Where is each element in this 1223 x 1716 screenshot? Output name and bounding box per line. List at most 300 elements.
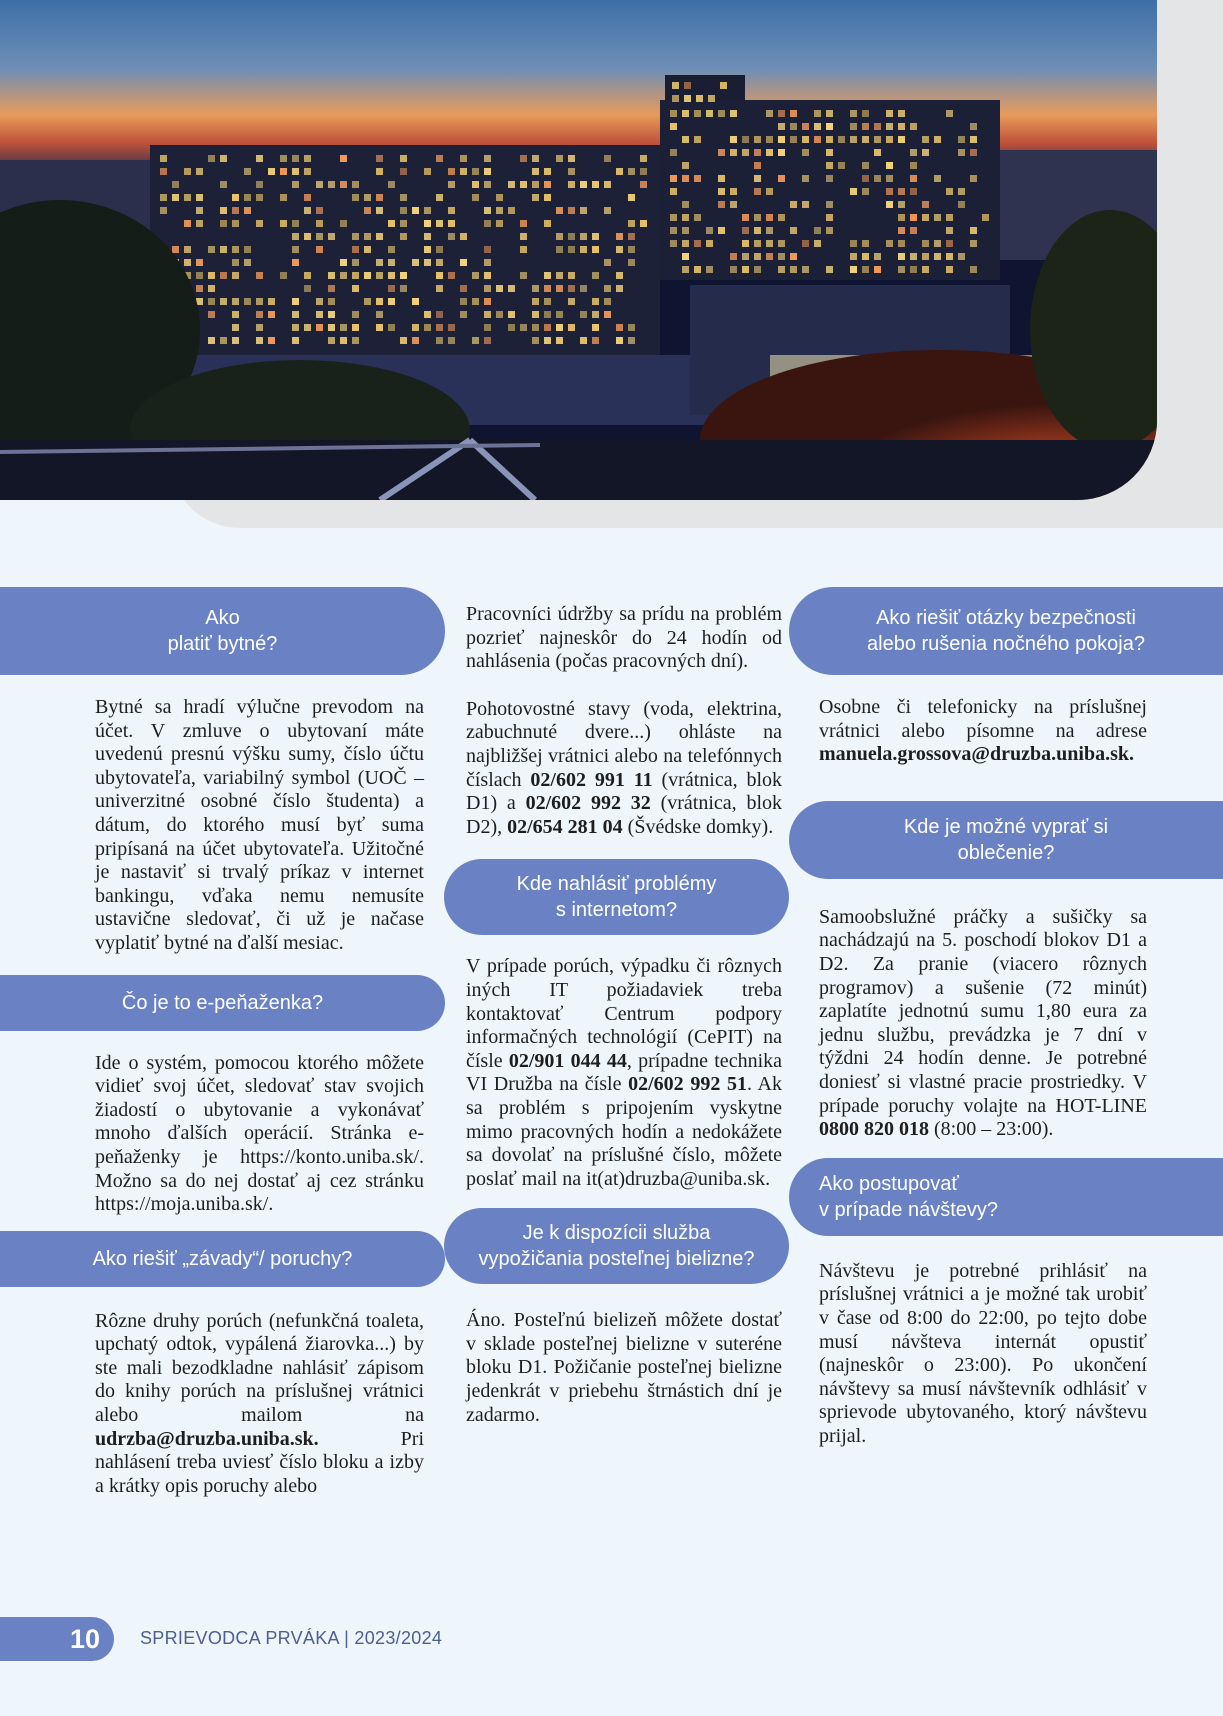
lit-window — [556, 337, 563, 344]
lit-window — [304, 285, 311, 292]
lit-window — [958, 136, 965, 143]
lit-window — [220, 246, 227, 253]
lit-window — [910, 162, 917, 169]
lit-window — [616, 285, 623, 292]
lit-window — [814, 123, 821, 130]
lit-window — [886, 123, 893, 130]
lit-window — [754, 188, 761, 195]
lit-window — [304, 207, 311, 214]
lit-window — [508, 324, 515, 331]
lit-window — [616, 233, 623, 240]
lit-window — [508, 207, 515, 214]
lit-window — [328, 285, 335, 292]
lit-window — [730, 136, 737, 143]
lit-window — [232, 194, 239, 201]
lit-window — [754, 149, 761, 156]
lit-window — [754, 253, 761, 260]
lit-window — [850, 266, 857, 273]
lit-window — [826, 266, 833, 273]
lit-window — [556, 207, 563, 214]
hero-photo — [0, 0, 1157, 500]
lit-window — [532, 155, 539, 162]
lit-window — [922, 201, 929, 208]
lit-window — [910, 123, 917, 130]
lit-window — [628, 233, 635, 240]
lit-window — [862, 266, 869, 273]
paragraph-pay-rent: Bytné sa hradí výlučne prevodom na účet. V zmluve o ubytovaní máte uvedenú presnú výšku sumy, číslo účtu ubytovateľa, variabilný symbol (UOČ – univerzitné osobné číslo študenta) a dátum, do ktorého musí byť suma pripísaná na účet ubytovateľa. Užitočné je nastaviť si trvalý príkaz v internet bankingu, vďaka nemu nemusíte ustavične sledovať, či už je načase vyplatiť bytné na ďalší mesiac. — [95, 696, 424, 954]
lit-window — [670, 227, 677, 234]
lit-window — [778, 253, 785, 260]
lit-window — [280, 168, 287, 175]
lit-window — [778, 266, 785, 273]
lit-window — [364, 246, 371, 253]
lit-window — [376, 272, 383, 279]
lit-window — [730, 266, 737, 273]
paragraph-e-wallet: Ide o systém, pomocou ktorého môžete vidieť svoj účet, sledovať stav svojich žiadostí o ubytovanie a vykonávať mnoho ďalších operácií. Stránka e-peňaženky je https://konto.uniba.sk/. Možno sa do nej dostať aj cez stránku https://moja.uniba.sk/. — [95, 1051, 424, 1216]
lit-window — [682, 214, 689, 221]
lit-window — [742, 214, 749, 221]
lit-window — [568, 155, 575, 162]
lit-window — [340, 272, 347, 279]
lit-window — [766, 188, 773, 195]
lit-window — [196, 207, 203, 214]
column-2 — [444, 587, 789, 1427]
lit-window — [826, 123, 833, 130]
lit-window — [340, 324, 347, 331]
lit-window — [544, 220, 551, 227]
lit-window — [352, 259, 359, 266]
lit-window — [520, 246, 527, 253]
lit-window — [718, 175, 725, 182]
lit-window — [328, 272, 335, 279]
lit-window — [970, 136, 977, 143]
lit-window — [766, 136, 773, 143]
lit-window — [376, 194, 383, 201]
lit-window — [778, 123, 785, 130]
lit-window — [934, 136, 941, 143]
lit-window — [496, 285, 503, 292]
lit-window — [388, 324, 395, 331]
lit-window — [304, 272, 311, 279]
lit-window — [340, 259, 347, 266]
lit-window — [970, 149, 977, 156]
paragraph-laundry: Samoobslužné práčky a sušičky sa nachádzajú na 5. poschodí blokov D1 a D2. Za pranie (viacero rôznych programov) a sušenie (72 minút) zaplatíte jednotnú sumu 1,80 eura za jednu službu, prevádzka je 7 dní v týždni 24 hodín denne. Je potrebné doniesť si vlastné pracie prostriedky. V prípade poruchy volajte na HOT-LINE 0800 820 018 (8:00 – 23:00). — [819, 905, 1147, 1141]
lit-window — [628, 246, 635, 253]
lit-window — [826, 136, 833, 143]
lit-window — [754, 175, 761, 182]
lit-window — [604, 259, 611, 266]
lit-window — [292, 324, 299, 331]
lit-window — [706, 240, 713, 247]
lit-window — [352, 311, 359, 318]
lit-window — [706, 227, 713, 234]
lit-window — [268, 311, 275, 318]
lit-window — [268, 298, 275, 305]
lit-window — [244, 194, 251, 201]
lit-window — [862, 188, 869, 195]
lit-window — [424, 207, 431, 214]
lit-window — [640, 181, 647, 188]
lit-window — [484, 311, 491, 318]
lit-window — [172, 194, 179, 201]
lit-window — [532, 194, 539, 201]
lit-window — [670, 175, 677, 182]
lit-window — [694, 240, 701, 247]
lit-window — [256, 272, 263, 279]
lit-window — [958, 149, 965, 156]
lit-window — [778, 240, 785, 247]
lit-window — [292, 233, 299, 240]
lit-window — [184, 220, 191, 227]
lit-window — [532, 324, 539, 331]
lit-window — [886, 188, 893, 195]
lit-window — [850, 240, 857, 247]
lit-window — [682, 110, 689, 117]
lit-window — [754, 136, 761, 143]
lit-window — [862, 240, 869, 247]
lit-window — [790, 136, 797, 143]
lit-window — [730, 188, 737, 195]
lit-window — [754, 162, 761, 169]
lit-window — [376, 233, 383, 240]
lit-window — [316, 298, 323, 305]
lit-window — [946, 240, 953, 247]
lit-window — [898, 123, 905, 130]
lit-window — [340, 220, 347, 227]
lit-window — [628, 337, 635, 344]
lit-window — [616, 168, 623, 175]
lit-window — [328, 233, 335, 240]
lit-window — [496, 194, 503, 201]
column-3 — [789, 587, 1223, 1448]
paragraph-bed-linen: Áno. Posteľnú bielizeň môžete dostať v sklade posteľnej bielizne v suteréne bloku D1. Požičanie posteľnej bielizne jedenkrát v priebehu štrnástich dní je zadarmo. — [466, 1309, 782, 1426]
lit-window — [484, 155, 491, 162]
lit-window — [532, 181, 539, 188]
lit-window — [532, 298, 539, 305]
lit-window — [754, 227, 761, 234]
lit-window — [520, 220, 527, 227]
lit-window — [802, 123, 809, 130]
lit-window — [376, 311, 383, 318]
lit-window — [256, 155, 263, 162]
lit-window — [436, 311, 443, 318]
lit-window — [472, 298, 479, 305]
lit-window — [616, 246, 623, 253]
lit-window — [472, 272, 479, 279]
lit-window — [592, 246, 599, 253]
lit-window — [874, 123, 881, 130]
lit-window — [568, 246, 575, 253]
lit-window — [628, 168, 635, 175]
lit-window — [604, 181, 611, 188]
lit-window — [922, 149, 929, 156]
lit-window — [388, 220, 395, 227]
lit-window — [742, 253, 749, 260]
lit-window — [184, 259, 191, 266]
lit-window — [160, 155, 167, 162]
lit-window — [754, 240, 761, 247]
lit-window — [616, 337, 623, 344]
lit-window — [694, 175, 701, 182]
lit-window — [400, 285, 407, 292]
publication-title: SPRIEVODCA PRVÁKA | 2023/2024 — [140, 1628, 443, 1648]
lit-window — [484, 246, 491, 253]
lit-window — [898, 227, 905, 234]
lit-window — [160, 168, 167, 175]
lit-window — [220, 298, 227, 305]
lit-window — [946, 214, 953, 221]
lit-window — [376, 298, 383, 305]
lit-window — [874, 175, 881, 182]
lit-window — [684, 95, 691, 102]
lit-window — [532, 337, 539, 344]
lit-window — [280, 272, 287, 279]
lit-window — [670, 110, 677, 117]
lit-window — [670, 214, 677, 221]
lit-window — [400, 155, 407, 162]
lit-window — [388, 298, 395, 305]
lit-window — [208, 272, 215, 279]
lit-window — [412, 324, 419, 331]
lit-window — [604, 207, 611, 214]
lit-window — [580, 233, 587, 240]
lit-window — [766, 253, 773, 260]
paragraph-emergency: Pohotovostné stavy (voda, elektrina, zabuchnuté dvere...) ohláste na najbližšej vrátnici alebo na telefónnych číslach 02/602 991 11 (vrátnica, blok D1) a 02/602 992 32 (vrátnica, blok D2), 02/654 281 04 (Švédske domky). — [466, 697, 783, 838]
lit-window — [580, 181, 587, 188]
lit-window — [376, 324, 383, 331]
lit-window — [412, 337, 419, 344]
paragraph-internet: V prípade porúch, výpadku či rôznych iných IT požiadaviek treba kontaktovať Centrum podpory informačných technológií (CePIT) na čísle 02/901 044 44, prípadne technika VI Družba na čísle 02/602 992 51. Ak sa problém s pripojením vyskytne mimo pracovných hodín a nedokážete sa dovolať na príslušné číslo, môžete poslať mail na it(at)druzba@uniba.sk. — [466, 955, 782, 1190]
lit-window — [766, 149, 773, 156]
lit-window — [448, 207, 455, 214]
lit-window — [708, 95, 715, 102]
lit-window — [568, 168, 575, 175]
lit-window — [556, 233, 563, 240]
lit-window — [424, 233, 431, 240]
lit-window — [670, 240, 677, 247]
lit-window — [886, 162, 893, 169]
lit-window — [376, 168, 383, 175]
lit-window — [544, 272, 551, 279]
lit-window — [730, 149, 737, 156]
lit-window — [850, 253, 857, 260]
lit-window — [460, 285, 467, 292]
lit-window — [460, 311, 467, 318]
lit-window — [208, 155, 215, 162]
lit-window — [268, 337, 275, 344]
lit-window — [616, 324, 623, 331]
lit-window — [682, 175, 689, 182]
lit-window — [898, 253, 905, 260]
lit-window — [862, 123, 869, 130]
lit-window — [196, 194, 203, 201]
lit-window — [424, 311, 431, 318]
lit-window — [766, 214, 773, 221]
lit-window — [694, 110, 701, 117]
lit-window — [388, 181, 395, 188]
lit-window — [292, 337, 299, 344]
lit-window — [436, 220, 443, 227]
lit-window — [232, 259, 239, 266]
lit-window — [682, 227, 689, 234]
lit-window — [886, 175, 893, 182]
lit-window — [790, 253, 797, 260]
lit-window — [472, 181, 479, 188]
lit-window — [910, 227, 917, 234]
lit-window — [292, 246, 299, 253]
lit-window — [544, 337, 551, 344]
lit-window — [460, 168, 467, 175]
lit-window — [886, 240, 893, 247]
lit-window — [352, 337, 359, 344]
lit-window — [352, 272, 359, 279]
lit-window — [706, 266, 713, 273]
lit-window — [898, 266, 905, 273]
lit-window — [544, 181, 551, 188]
lit-window — [376, 259, 383, 266]
lit-window — [256, 181, 263, 188]
lit-window — [766, 240, 773, 247]
lit-window — [508, 285, 515, 292]
lit-window — [436, 194, 443, 201]
lit-window — [316, 233, 323, 240]
lit-window — [568, 207, 575, 214]
lit-window — [400, 233, 407, 240]
lit-window — [898, 201, 905, 208]
lit-window — [364, 233, 371, 240]
lit-window — [268, 168, 275, 175]
lit-window — [448, 220, 455, 227]
lit-window — [220, 272, 227, 279]
lit-window — [448, 337, 455, 344]
lit-window — [850, 188, 857, 195]
lit-window — [376, 155, 383, 162]
lit-window — [862, 162, 869, 169]
lit-window — [388, 272, 395, 279]
lit-window — [628, 324, 635, 331]
lit-window — [910, 175, 917, 182]
lit-window — [364, 272, 371, 279]
lit-window — [970, 175, 977, 182]
lit-window — [910, 149, 917, 156]
lit-window — [544, 324, 551, 331]
lit-window — [604, 285, 611, 292]
lit-window — [826, 162, 833, 169]
lit-window — [970, 266, 977, 273]
lit-window — [670, 188, 677, 195]
lit-window — [778, 175, 785, 182]
lit-window — [910, 253, 917, 260]
lit-window — [814, 136, 821, 143]
lit-window — [922, 214, 929, 221]
lit-window — [568, 324, 575, 331]
lit-window — [592, 272, 599, 279]
lit-window — [196, 259, 203, 266]
lit-window — [328, 337, 335, 344]
lit-window — [802, 149, 809, 156]
lit-window — [898, 240, 905, 247]
lit-window — [556, 272, 563, 279]
lit-window — [316, 324, 323, 331]
lit-window — [436, 324, 443, 331]
lit-window — [256, 194, 263, 201]
lit-window — [436, 272, 443, 279]
lit-window — [778, 136, 785, 143]
lit-window — [520, 324, 527, 331]
lit-window — [304, 324, 311, 331]
lit-window — [934, 240, 941, 247]
lit-window — [682, 136, 689, 143]
lit-window — [730, 253, 737, 260]
lit-window — [922, 266, 929, 273]
lit-window — [592, 298, 599, 305]
paragraph-security: Osobne či telefonicky na príslušnej vrátnici alebo písomne na adrese manuela.grossova@druzba.uniba.sk. — [819, 696, 1147, 766]
lit-window — [922, 136, 929, 143]
lit-window — [208, 285, 215, 292]
lit-window — [754, 266, 761, 273]
lit-window — [838, 136, 845, 143]
heading-e-wallet: Čo je to e-peňaženka? — [0, 975, 445, 1031]
lit-window — [484, 207, 491, 214]
lit-window — [592, 233, 599, 240]
lit-window — [958, 201, 965, 208]
lit-window — [898, 136, 905, 143]
lit-window — [232, 220, 239, 227]
lit-window — [568, 272, 575, 279]
lit-window — [672, 82, 679, 89]
lit-window — [946, 188, 953, 195]
lit-window — [280, 220, 287, 227]
lit-window — [946, 227, 953, 234]
lit-window — [304, 168, 311, 175]
lit-window — [220, 337, 227, 344]
lit-window — [340, 337, 347, 344]
lit-window — [682, 253, 689, 260]
lit-window — [412, 259, 419, 266]
lit-window — [400, 194, 407, 201]
column-1 — [0, 587, 445, 1498]
lit-window — [826, 149, 833, 156]
lit-window — [352, 233, 359, 240]
lit-window — [670, 123, 677, 130]
lit-window — [472, 168, 479, 175]
lit-window — [862, 253, 869, 260]
lit-window — [592, 311, 599, 318]
lit-window — [568, 181, 575, 188]
lit-window — [172, 181, 179, 188]
lit-window — [682, 266, 689, 273]
lit-window — [742, 227, 749, 234]
lit-window — [694, 214, 701, 221]
lit-window — [256, 324, 263, 331]
lit-window — [544, 285, 551, 292]
lit-window — [484, 168, 491, 175]
lit-window — [448, 324, 455, 331]
lit-window — [352, 181, 359, 188]
lit-window — [484, 324, 491, 331]
lit-window — [436, 246, 443, 253]
lit-window — [934, 175, 941, 182]
lit-window — [484, 337, 491, 344]
lit-window — [850, 110, 857, 117]
heading-laundry: Kde je možné vyprať si oblečenie? — [789, 801, 1223, 879]
heading-internet-problems: Kde nahlásiť problémy s internetom? — [444, 859, 789, 935]
lit-window — [672, 95, 679, 102]
lit-window — [814, 110, 821, 117]
lit-window — [292, 181, 299, 188]
lit-window — [208, 337, 215, 344]
lit-window — [220, 207, 227, 214]
